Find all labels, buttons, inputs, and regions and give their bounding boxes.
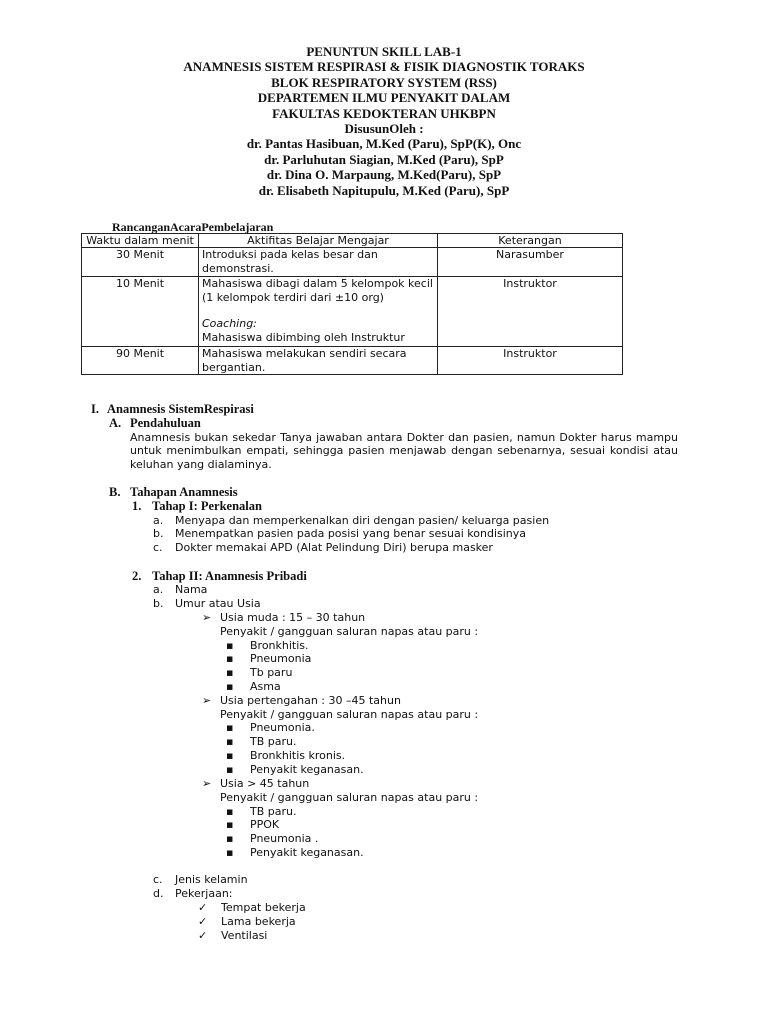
- step-number: 1.: [132, 499, 142, 513]
- square-bullet-icon: ▪: [226, 832, 234, 845]
- disease-item: ▪ TB paru.: [226, 805, 297, 818]
- section-number: I.: [91, 402, 99, 416]
- activity-cell: [199, 277, 438, 347]
- subsection-label: A.: [109, 416, 122, 430]
- disease-item: ▪ Pneumonia.: [226, 721, 315, 734]
- work-item: ✓ Tempat bekerja: [198, 901, 306, 914]
- activity-text: Mahasiswa dibagi dalam 5 kelompok kecil (1 kelompok terdiri dari ±10 org): [202, 277, 433, 304]
- list-item: a. Menyapa dan memperkenalkan diri dengan pasien/ keluarga pasien: [153, 514, 550, 527]
- subsection-title: Pendahuluan: [130, 416, 201, 430]
- table-header-row: [82, 234, 623, 248]
- age-group-subtitle: Penyakit / gangguan saluran napas atau paru :: [220, 625, 479, 638]
- note-cell: Instruktor: [438, 347, 623, 375]
- note-cell: Narasumber: [438, 248, 623, 277]
- square-bullet-icon: ▪: [226, 639, 234, 652]
- square-bullet-icon: ▪: [226, 818, 234, 831]
- table-header-cell: Aktifitas Belajar Mengajar: [199, 234, 438, 248]
- activity-cell: Mahasiswa melakukan sendiri secara bergantian.: [199, 347, 438, 375]
- schedule-title: RancanganAcaraPembelajaran: [112, 220, 274, 234]
- square-bullet-icon: ▪: [226, 846, 234, 859]
- section-title: Anamnesis SistemRespirasi: [107, 402, 254, 416]
- list-item: b. Umur atau Usia: [153, 597, 261, 610]
- square-bullet-icon: ▪: [226, 666, 234, 679]
- time-cell: 90 Menit: [82, 347, 199, 375]
- author-line: dr. Elisabeth Napitupulu, M.Ked (Paru), SpP: [258, 182, 510, 198]
- subsection-label: B.: [109, 485, 121, 499]
- note-cell: Instruktor: [438, 277, 623, 347]
- work-item: ✓ Ventilasi: [198, 929, 268, 942]
- list-item: b. Menempatkan pasien pada posisi yang benar sesuai kondisinya: [153, 527, 527, 540]
- list-item: c. Dokter memakai APD (Alat Pelindung Diri) berupa masker: [153, 541, 493, 554]
- step-title: Tahap I: Perkenalan: [152, 499, 262, 513]
- activity-extra: Mahasiswa dibimbing oleh Instruktur: [202, 330, 405, 344]
- check-icon: ✓: [198, 901, 208, 914]
- disease-item: ▪ Bronkhitis kronis.: [226, 749, 346, 762]
- step-number: 2.: [132, 569, 142, 583]
- activity-cell: Introduksi pada kelas besar dan demonstrasi.: [199, 248, 438, 277]
- table-row: [82, 277, 623, 347]
- arrow-icon: ➢: [202, 611, 212, 624]
- square-bullet-icon: ▪: [226, 735, 234, 748]
- square-bullet-icon: ▪: [226, 749, 234, 762]
- table-row: [82, 248, 623, 277]
- table-row: [82, 347, 623, 375]
- coaching-label: Coaching:: [202, 317, 257, 331]
- document-header: [0, 44, 768, 198]
- header-line: DEPARTEMEN ILMU PENYAKIT DALAM: [257, 90, 511, 106]
- subsection-title: Tahapan Anamnesis: [130, 485, 238, 499]
- table-header-cell: Keterangan: [438, 234, 623, 248]
- age-group-subtitle: Penyakit / gangguan saluran napas atau paru :: [220, 708, 479, 721]
- header-line: PENUNTUN SKILL LAB-1: [306, 44, 462, 59]
- check-icon: ✓: [198, 915, 208, 928]
- intro-paragraph: Anamnesis bukan sekedar Tanya jawaban antara Dokter dan pasien, namun Dokter harus mampu untuk menimbulkan empati, sehingga pasien menjawab dengan sebenarnya, sesuai kondisi atau keluhan yang dialaminya.: [130, 431, 678, 471]
- age-group-item: ➢ Usia pertengahan : 30 –45 tahun: [202, 694, 401, 707]
- arrow-icon: ➢: [202, 777, 212, 790]
- age-group-item: ➢ Usia > 45 tahun: [202, 777, 310, 790]
- list-item: d. Pekerjaan:: [153, 887, 233, 900]
- author-line: dr. Pantas Hasibuan, M.Ked (Paru), SpP(K), Onc: [246, 136, 522, 152]
- author-line: dr. Parluhutan Siagian, M.Ked (Paru), SpP: [264, 151, 504, 167]
- check-icon: ✓: [198, 929, 208, 942]
- disease-item: ▪ Bronkhitis.: [226, 639, 309, 652]
- time-cell: 10 Menit: [82, 277, 199, 347]
- header-line: BLOK RESPIRATORY SYSTEM (RSS): [271, 74, 497, 90]
- header-line: FAKULTAS KEDOKTERAN UHKBPN: [272, 105, 496, 121]
- square-bullet-icon: ▪: [226, 652, 234, 665]
- disease-item: ▪ Penyakit keganasan.: [226, 846, 364, 859]
- square-bullet-icon: ▪: [226, 680, 234, 693]
- work-item: ✓ Lama bekerja: [198, 915, 296, 928]
- disease-item: ▪ Tb paru: [226, 666, 293, 679]
- table-header-cell: Waktu dalam menit: [82, 234, 199, 248]
- arrow-icon: ➢: [202, 694, 212, 707]
- schedule-table: [81, 233, 623, 375]
- author-line: dr. Dina O. Marpaung, M.Ked(Paru), SpP: [266, 167, 502, 183]
- square-bullet-icon: ▪: [226, 721, 234, 734]
- disease-item: ▪ PPOK: [226, 818, 280, 831]
- list-item: c. Jenis kelamin: [153, 873, 248, 886]
- header-line: ANAMNESIS SISTEM RESPIRASI & FISIK DIAGNOSTIK TORAKS: [183, 59, 585, 75]
- age-group-item: ➢ Usia muda : 15 – 30 tahun: [202, 611, 366, 624]
- step-title: Tahap II: Anamnesis Pribadi: [152, 569, 307, 583]
- header-line: DisusunOleh :: [344, 121, 424, 137]
- age-group-subtitle: Penyakit / gangguan saluran napas atau paru :: [220, 791, 479, 804]
- disease-item: ▪ Asma: [226, 680, 281, 693]
- list-item: a. Nama: [153, 583, 208, 596]
- time-cell: 30 Menit: [82, 248, 199, 277]
- square-bullet-icon: ▪: [226, 763, 234, 776]
- disease-item: ▪ TB paru.: [226, 735, 297, 748]
- disease-item: ▪ Penyakit keganasan.: [226, 763, 364, 776]
- disease-item: ▪ Pneumonia .: [226, 832, 319, 845]
- disease-item: ▪ Pneumonia: [226, 652, 312, 665]
- square-bullet-icon: ▪: [226, 805, 234, 818]
